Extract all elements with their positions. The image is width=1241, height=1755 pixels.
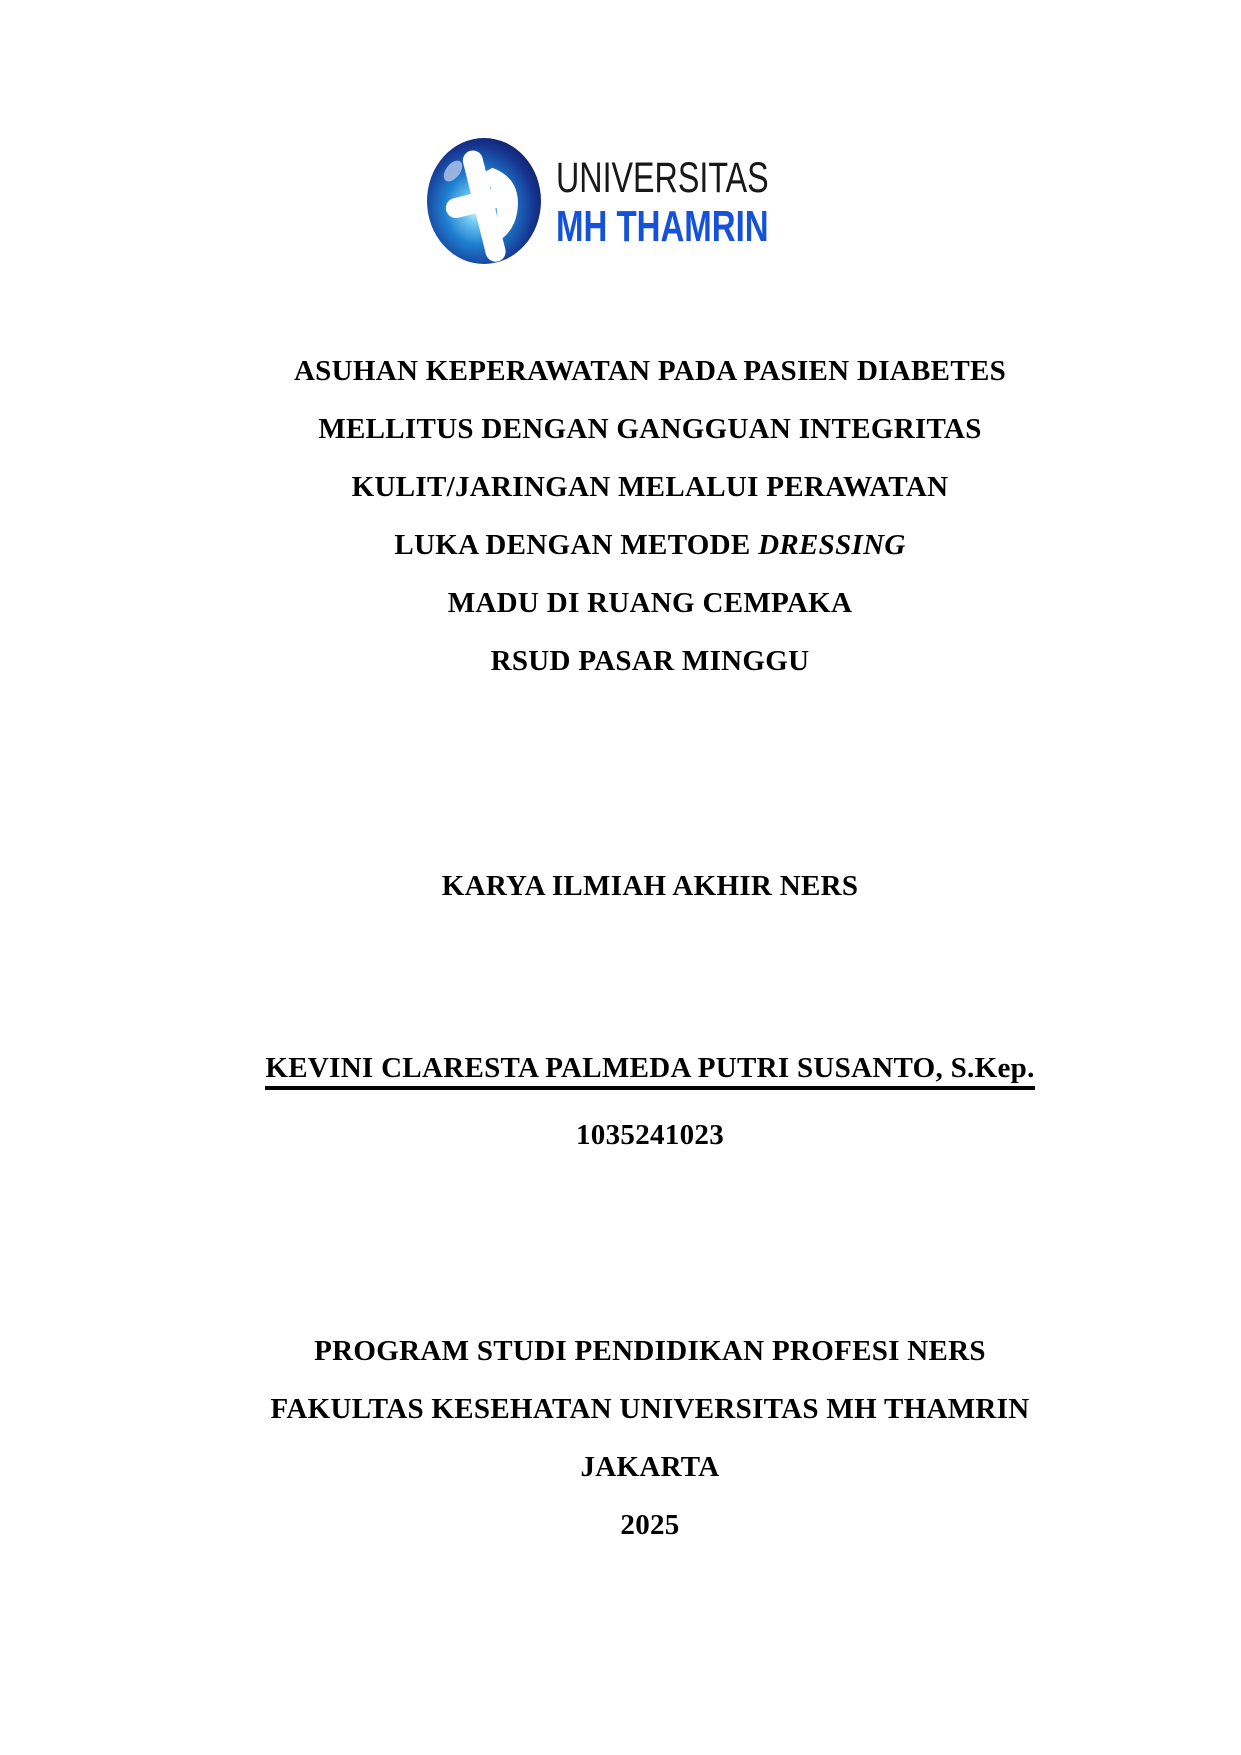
author-section [236,1050,1064,1090]
faculty-label: FAKULTAS KESEHATAN UNIVERSITAS MH THAMRIN [270,1393,1030,1425]
institution-footer [236,1322,1064,1554]
document-type-heading [236,857,1064,915]
title-line-1: ASUHAN KEPERAWATAN PADA PASIEN DIABETES [293,355,1007,387]
title-line-3: KULIT/JARINGAN MELALUI PERAWATAN [351,471,949,503]
title-line-6: RSUD PASAR MINGGU [490,645,810,677]
year-label: 2025 [620,1509,680,1541]
title-line-2: MELLITUS DENGAN GANGGUAN INTEGRITAS [318,413,982,445]
university-wordmark [556,154,840,251]
thesis-title [236,342,1064,690]
title-line-4 [236,516,1064,574]
student-id: 1035241023 [576,1119,724,1151]
study-program-label: PROGRAM STUDI PENDIDIKAN PROFESI NERS [314,1335,986,1367]
title-line-5: MADU DI RUANG CEMPAKA [447,587,853,619]
document-type-label: KARYA ILMIAH AKHIR NERS [441,870,859,902]
student-id-row [236,1106,1064,1164]
title-line-4-italic-word: DRESSING [758,529,906,561]
city-label: JAKARTA [580,1451,720,1483]
university-emblem-sphere-cross-icon [426,137,542,265]
author-name: KEVINI CLARESTA PALMEDA PUTRI SUSANTO, S.Kep. [265,1050,1034,1090]
university-name-label: MH THAMRIN [556,202,769,251]
university-word-label: UNIVERSITAS [556,154,769,202]
university-logo [219,137,1047,265]
title-line-4-prefix: LUKA DENGAN METODE [394,529,759,561]
page-content [236,0,1064,1755]
